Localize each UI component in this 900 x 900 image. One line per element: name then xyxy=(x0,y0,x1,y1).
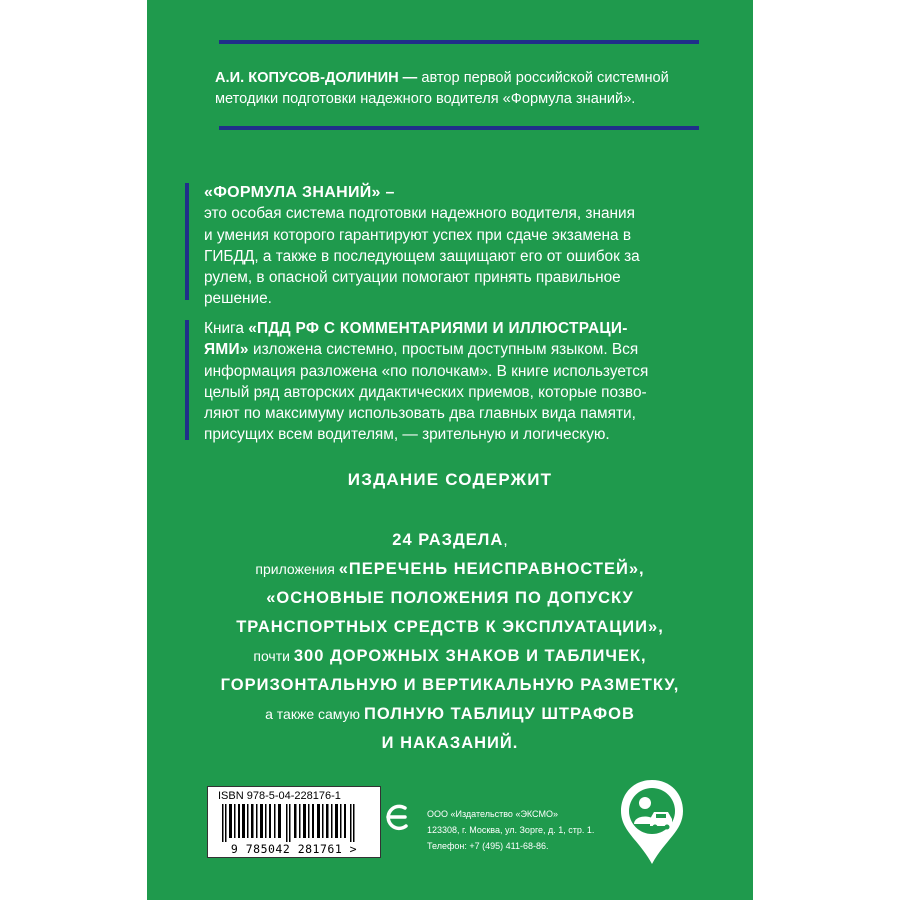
author-info xyxy=(215,68,715,110)
book-prefix: Книга xyxy=(204,320,249,337)
book-title-2: ЯМИ» xyxy=(204,341,249,359)
appendix-prefix: приложения xyxy=(255,561,339,577)
book-accent-bar xyxy=(185,320,189,440)
isbn-text: ISBN 978-5-04-228176-1 xyxy=(218,790,341,802)
publisher-name: ООО «Издательство «ЭКСМО» xyxy=(427,809,558,819)
barcode-bars xyxy=(214,804,374,842)
author-text-1: автор первой российской системной xyxy=(417,70,669,86)
signs: 300 ДОРОЖНЫХ ЗНАКОВ И ТАБЛИЧЕК, xyxy=(293,647,647,665)
back-cover xyxy=(147,0,753,900)
book-line: присущих всем водителям, — зрительную и логическую. xyxy=(204,426,610,444)
publisher-phone: Телефон: +7 (495) 411-68-86. xyxy=(427,841,549,851)
eksmo-e-logo xyxy=(383,800,411,836)
publisher-info xyxy=(427,806,594,854)
appendix-2-line-2: ТРАНСПОРТНЫХ СРЕДСТВ К ЭКСПЛУАТАЦИИ», xyxy=(236,618,664,636)
appendix-2-line-1: «ОСНОВНЫЕ ПОЛОЖЕНИЯ ПО ДОПУСКУ xyxy=(266,589,634,607)
book-line-rest: изложена системно, простым доступным языком. Вся xyxy=(248,341,639,359)
publisher-address: 123308, г. Москва, ул. Зорге, д. 1, стр. 1. xyxy=(427,825,595,835)
intro-accent-bar xyxy=(185,183,189,300)
author-name: А.И. КОПУСОВ-ДОЛИНИН — xyxy=(215,70,418,86)
intro-line: рулем, в опасной ситуации помогают принять правильное xyxy=(204,269,621,287)
intro-line: это особая система подготовки надежного водителя, знания xyxy=(204,205,635,223)
contents-list xyxy=(147,526,753,758)
sections-count: 24 РАЗДЕЛА xyxy=(392,531,504,549)
markings: ГОРИЗОНТАЛЬНУЮ И ВЕРТИКАЛЬНУЮ РАЗМЕТКУ, xyxy=(220,676,680,694)
appendix-1: «ПЕРЕЧЕНЬ НЕИСПРАВНОСТЕЙ», xyxy=(338,560,645,578)
author-text-2: методики подготовки надежного водителя «Формула знаний». xyxy=(215,91,636,107)
barcode-block xyxy=(207,786,381,858)
author-bottom-rule xyxy=(219,126,699,130)
book-line: ляют по максимуму использовать два главных вида памяти, xyxy=(204,405,636,423)
barcode-digits: 9 785042 281761 > xyxy=(230,842,358,856)
fines-line-1: ПОЛНУЮ ТАБЛИЦУ ШТРАФОВ xyxy=(363,705,635,723)
book-line: целый ряд авторских дидактических приемов, которые позво- xyxy=(204,383,647,401)
book-paragraph xyxy=(204,318,704,446)
fines-line-2: И НАКАЗАНИЙ. xyxy=(381,734,519,752)
top-rule xyxy=(219,40,699,44)
intro-line: и умения которого гарантируют успех при сдаче экзамена в xyxy=(204,226,632,244)
contents-title: ИЗДАНИЕ СОДЕРЖИТ xyxy=(347,470,553,489)
intro-paragraph xyxy=(204,182,704,310)
sections-comma: , xyxy=(503,532,508,549)
intro-line: решение. xyxy=(204,290,272,308)
intro-heading: «ФОРМУЛА ЗНАНИЙ» – xyxy=(204,184,395,201)
intro-line: ГИБДД, а также в последующем защищают его от ошибок за xyxy=(204,247,640,265)
book-title-1: «ПДД РФ С КОММЕНТАРИЯМИ И ИЛЛЮСТРАЦИ- xyxy=(248,320,628,337)
fines-prefix: а также самую xyxy=(265,706,364,722)
signs-prefix: почти xyxy=(253,648,294,664)
book-line: информация разложена «по полочкам». В книге используется xyxy=(204,362,649,380)
driver-car-pin-icon xyxy=(617,776,687,868)
